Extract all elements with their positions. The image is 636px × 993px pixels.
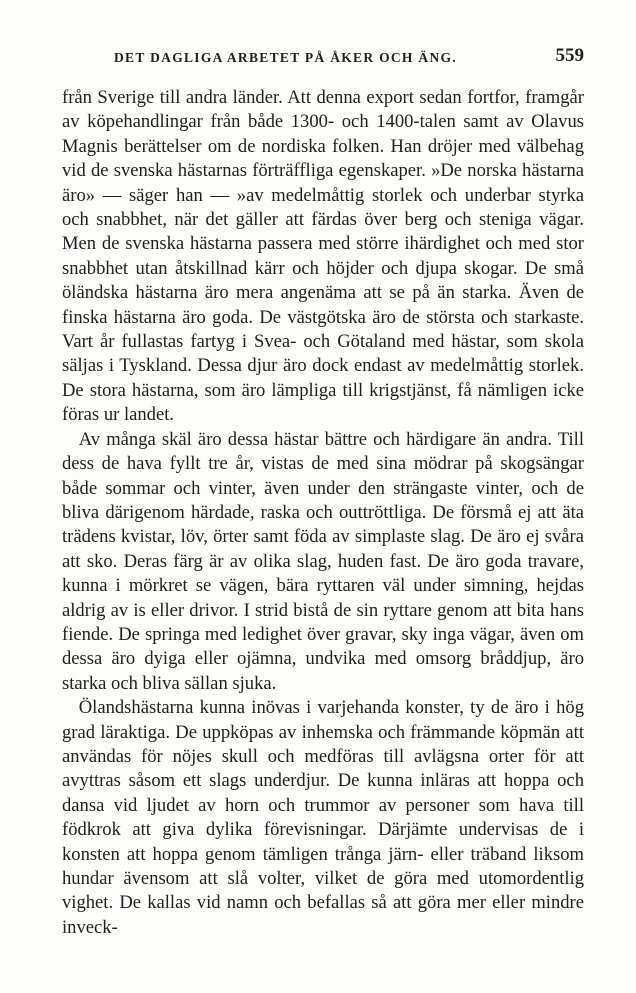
page-number: 559	[555, 45, 584, 66]
running-header	[62, 40, 584, 76]
running-title: DET DAGLIGA ARBETET PÅ ÅKER OCH ÄNG.	[114, 50, 457, 65]
paragraph: Av många skäl äro dessa hästar bättre och härdigare än andra. Till dess de hava fyllt tre år, vistas de med sina mödrar på skogsängar både sommar och vinter, även under den strängaste vinter, och de bliva därigenom härdade, raska och outtröttliga. De försmå ej att äta trädens kvistar, löv, örter samt föda av simplaste slag. De äro ej svåra att sko. Deras färg är av olika slag, huden fast. De äro goda travare, kunna i mörkret se vägen, bära ryttaren väl under simning, hejdas aldrig av is eller drivor. I strid bistå de sin ryttare genom att bita hans fiende. De springa med ledighet över gravar, sky inga vägar, även om dessa äro dyiga eller ojämna, undvika med omsorg bråddjup, äro starka och bliva sällan sjuka.	[62, 428, 584, 694]
paragraph: från Sverige till andra länder. Att denna export sedan fortfor, framgår av köpehandlingar från både 1300- och 1400-talen samt av Olavus Magnis berättelser om de nordiska folken. Han dröjer med välbehag vid de svenska hästarnas förträffliga egenskaper. »De norska hästarna äro» — säger han — »av medelmåttig storlek och underbar styrka och snabbhet, när det gäller att färdas över berg och steniga vägar. Men de svenska hästarna passera med större ihärdighet och med stor snabbhet utan åtskillnad kärr och höjder och djupa skogar. De små öländska hästarna äro mera angenäma att se på än starka. Även de finska hästarna äro goda. De västgötska äro de största och starkaste. Vart år fullastas fartyg i Svea- och Götaland med hästar, som skola säljas i Tyskland. Dessa djur äro dock endast av medelmåttig storlek. De stora hästarna, som äro lämpliga till krigstjänst, få nämligen icke föras ur landet.	[62, 87, 584, 426]
body-text	[62, 86, 584, 940]
paragraph: Ölandshästarna kunna inövas i varjehanda konster, ty de äro i hög grad läraktiga. De uppköpas av inhemska och främmande köpmän att användas för nöjes skull och medföras till avlägsna orter för att avyttras såsom ett slags underdjur. De kunna inläras att hoppa och dansa vid ljudet av horn och trummor av personer som hava till födkrok att giva dylika förevisningar. Därjämte undervisas de i konsten att hoppa genom tämligen trånga järn- eller träband liksom hundar ävensom att slå volter, vilket de göra med utomordentlig vighet. De kallas vid namn och befallas så att göra mer eller mindre inveck-	[62, 697, 584, 938]
book-page	[62, 40, 584, 940]
